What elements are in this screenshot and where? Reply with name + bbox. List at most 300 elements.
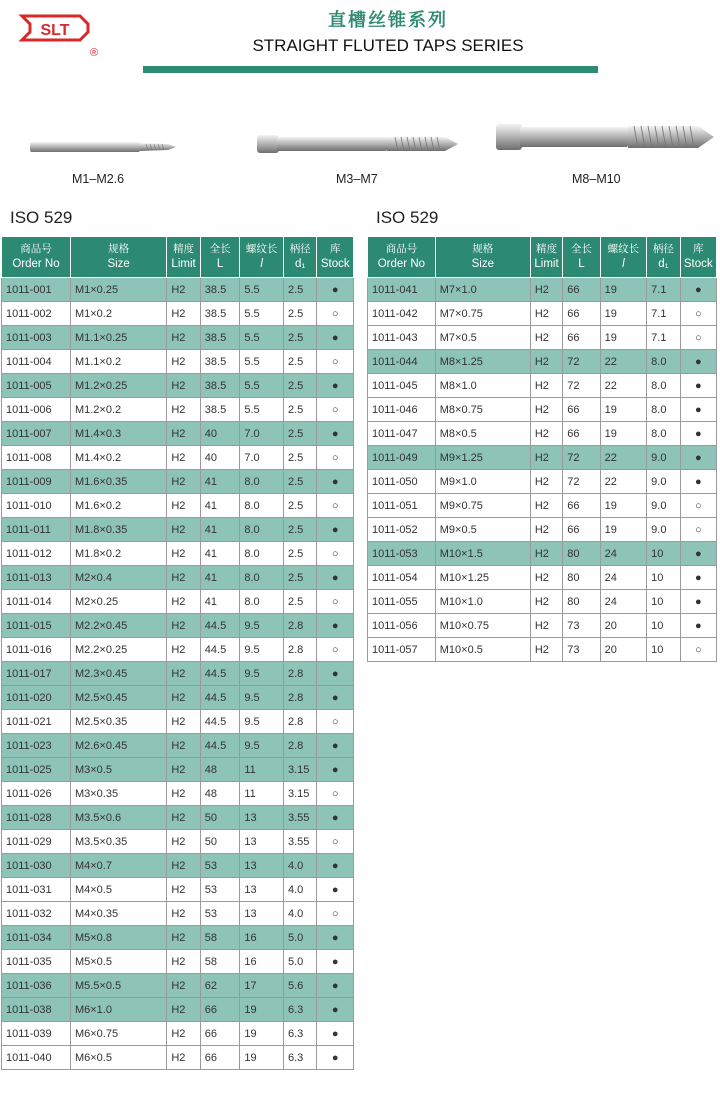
limit-cell: H2 bbox=[167, 470, 200, 494]
order-no-cell: 1011-057 bbox=[368, 638, 436, 662]
thread-length-cell: 7.0 bbox=[240, 446, 284, 470]
thread-length-cell: 13 bbox=[240, 902, 284, 926]
order-no-cell: 1011-017 bbox=[2, 662, 71, 686]
thread-length-cell: 19 bbox=[240, 1046, 284, 1070]
thread-length-cell: 19 bbox=[600, 494, 647, 518]
table-row bbox=[2, 422, 354, 446]
order-no-cell: 1011-010 bbox=[2, 494, 71, 518]
shank-diameter-cell: 2.5 bbox=[283, 446, 316, 470]
stock-cell: ○ bbox=[680, 494, 716, 518]
table-row bbox=[368, 494, 717, 518]
shank-diameter-cell: 3.55 bbox=[283, 806, 316, 830]
size-cell: M7×0.75 bbox=[435, 302, 530, 326]
limit-cell: H2 bbox=[167, 806, 200, 830]
shank-diameter-cell: 10 bbox=[647, 566, 680, 590]
title-english: STRAIGHT FLUTED TAPS SERIES bbox=[252, 36, 524, 55]
length-cell: 50 bbox=[200, 830, 240, 854]
thread-length-cell: 9.5 bbox=[240, 686, 284, 710]
shank-diameter-cell: 2.5 bbox=[283, 542, 316, 566]
logo-text: SLT bbox=[40, 22, 70, 39]
order-no-cell: 1011-036 bbox=[2, 974, 71, 998]
length-cell: 38.5 bbox=[200, 326, 240, 350]
limit-cell: H2 bbox=[167, 614, 200, 638]
size-cell: M3×0.35 bbox=[70, 782, 166, 806]
shank-diameter-cell: 2.8 bbox=[283, 638, 316, 662]
table-row bbox=[2, 806, 354, 830]
shank-diameter-cell: 2.5 bbox=[283, 278, 316, 302]
table-row bbox=[2, 542, 354, 566]
table-row bbox=[2, 566, 354, 590]
limit-cell: H2 bbox=[167, 974, 200, 998]
thread-length-cell: 19 bbox=[240, 1022, 284, 1046]
length-cell: 73 bbox=[563, 614, 600, 638]
stock-cell: ● bbox=[317, 278, 354, 302]
shank-diameter-cell: 8.0 bbox=[647, 398, 680, 422]
stock-cell: ● bbox=[680, 590, 716, 614]
order-no-cell: 1011-050 bbox=[368, 470, 436, 494]
order-no-cell: 1011-021 bbox=[2, 710, 71, 734]
shank-diameter-cell: 2.5 bbox=[283, 518, 316, 542]
table-row bbox=[368, 590, 717, 614]
stock-cell: ○ bbox=[317, 710, 354, 734]
limit-cell: H2 bbox=[167, 950, 200, 974]
stock-cell: ● bbox=[317, 1022, 354, 1046]
stock-cell: ○ bbox=[680, 326, 716, 350]
table-row bbox=[2, 398, 354, 422]
header-stock: 库 Stock bbox=[317, 237, 354, 278]
size-cell: M9×1.25 bbox=[435, 446, 530, 470]
limit-cell: H2 bbox=[167, 926, 200, 950]
size-cell: M3×0.5 bbox=[70, 758, 166, 782]
thread-length-cell: 5.5 bbox=[240, 374, 284, 398]
length-cell: 80 bbox=[563, 590, 600, 614]
table-row bbox=[2, 758, 354, 782]
order-no-cell: 1011-039 bbox=[2, 1022, 71, 1046]
table-row bbox=[2, 614, 354, 638]
order-no-cell: 1011-030 bbox=[2, 854, 71, 878]
header-length: 全长 L bbox=[200, 237, 240, 278]
size-cell: M8×1.25 bbox=[435, 350, 530, 374]
size-cell: M2.6×0.45 bbox=[70, 734, 166, 758]
thread-length-cell: 19 bbox=[600, 518, 647, 542]
stock-cell: ○ bbox=[317, 446, 354, 470]
thread-length-cell: 19 bbox=[240, 998, 284, 1022]
size-cell: M8×0.75 bbox=[435, 398, 530, 422]
shank-diameter-cell: 2.5 bbox=[283, 422, 316, 446]
shank-diameter-cell: 9.0 bbox=[647, 470, 680, 494]
size-cell: M1.1×0.2 bbox=[70, 350, 166, 374]
thread-length-cell: 24 bbox=[600, 590, 647, 614]
shank-diameter-cell: 2.5 bbox=[283, 302, 316, 326]
limit-cell: H2 bbox=[167, 494, 200, 518]
stock-cell: ○ bbox=[317, 494, 354, 518]
tap-image-medium bbox=[255, 128, 460, 160]
limit-cell: H2 bbox=[167, 854, 200, 878]
stock-cell: ○ bbox=[317, 782, 354, 806]
thread-length-cell: 13 bbox=[240, 854, 284, 878]
limit-cell: H2 bbox=[530, 494, 562, 518]
thread-length-cell: 9.5 bbox=[240, 710, 284, 734]
limit-cell: H2 bbox=[530, 518, 562, 542]
stock-cell: ● bbox=[680, 470, 716, 494]
thread-length-cell: 22 bbox=[600, 446, 647, 470]
length-cell: 44.5 bbox=[200, 614, 240, 638]
stock-cell: ● bbox=[317, 878, 354, 902]
table-row bbox=[2, 854, 354, 878]
order-no-cell: 1011-026 bbox=[2, 782, 71, 806]
limit-cell: H2 bbox=[530, 374, 562, 398]
thread-length-cell: 9.5 bbox=[240, 734, 284, 758]
stock-cell: ● bbox=[680, 542, 716, 566]
thread-length-cell: 24 bbox=[600, 542, 647, 566]
size-cell: M9×1.0 bbox=[435, 470, 530, 494]
length-cell: 66 bbox=[563, 326, 600, 350]
table-row bbox=[368, 638, 717, 662]
stock-cell: ● bbox=[680, 278, 716, 302]
size-cell: M8×0.5 bbox=[435, 422, 530, 446]
right-spec-table bbox=[367, 236, 717, 662]
thread-length-cell: 5.5 bbox=[240, 278, 284, 302]
limit-cell: H2 bbox=[167, 710, 200, 734]
length-cell: 44.5 bbox=[200, 638, 240, 662]
shank-diameter-cell: 7.1 bbox=[647, 302, 680, 326]
length-cell: 41 bbox=[200, 542, 240, 566]
size-cell: M1.6×0.2 bbox=[70, 494, 166, 518]
length-cell: 66 bbox=[200, 998, 240, 1022]
table-row bbox=[2, 902, 354, 926]
length-cell: 41 bbox=[200, 566, 240, 590]
table-row bbox=[2, 1022, 354, 1046]
order-no-cell: 1011-028 bbox=[2, 806, 71, 830]
shank-diameter-cell: 2.5 bbox=[283, 590, 316, 614]
thread-length-cell: 24 bbox=[600, 566, 647, 590]
limit-cell: H2 bbox=[167, 350, 200, 374]
size-cell: M5×0.5 bbox=[70, 950, 166, 974]
size-cell: M4×0.5 bbox=[70, 878, 166, 902]
limit-cell: H2 bbox=[167, 518, 200, 542]
length-cell: 38.5 bbox=[200, 374, 240, 398]
order-no-cell: 1011-014 bbox=[2, 590, 71, 614]
registered-mark: ® bbox=[90, 47, 99, 59]
shank-diameter-cell: 8.0 bbox=[647, 374, 680, 398]
size-cell: M1×0.25 bbox=[70, 278, 166, 302]
length-cell: 44.5 bbox=[200, 686, 240, 710]
stock-cell: ● bbox=[317, 998, 354, 1022]
limit-cell: H2 bbox=[530, 326, 562, 350]
shank-diameter-cell: 2.5 bbox=[283, 494, 316, 518]
thread-length-cell: 19 bbox=[600, 326, 647, 350]
table-row bbox=[368, 518, 717, 542]
length-cell: 53 bbox=[200, 854, 240, 878]
order-no-cell: 1011-006 bbox=[2, 398, 71, 422]
length-cell: 53 bbox=[200, 878, 240, 902]
header-size: 规格 Size bbox=[435, 237, 530, 278]
thread-length-cell: 8.0 bbox=[240, 518, 284, 542]
table-row bbox=[2, 662, 354, 686]
table-row bbox=[368, 542, 717, 566]
shank-diameter-cell: 9.0 bbox=[647, 446, 680, 470]
limit-cell: H2 bbox=[530, 614, 562, 638]
table-row bbox=[2, 710, 354, 734]
thread-length-cell: 11 bbox=[240, 782, 284, 806]
table-row bbox=[2, 278, 354, 302]
shank-diameter-cell: 10 bbox=[647, 590, 680, 614]
thread-length-cell: 16 bbox=[240, 926, 284, 950]
length-cell: 62 bbox=[200, 974, 240, 998]
size-cell: M1.4×0.3 bbox=[70, 422, 166, 446]
length-cell: 40 bbox=[200, 422, 240, 446]
table-row bbox=[2, 926, 354, 950]
order-no-cell: 1011-049 bbox=[368, 446, 436, 470]
size-cell: M7×1.0 bbox=[435, 278, 530, 302]
size-cell: M3.5×0.35 bbox=[70, 830, 166, 854]
shank-diameter-cell: 9.0 bbox=[647, 518, 680, 542]
stock-cell: ○ bbox=[317, 902, 354, 926]
size-cell: M2.5×0.45 bbox=[70, 686, 166, 710]
limit-cell: H2 bbox=[530, 638, 562, 662]
shank-diameter-cell: 2.5 bbox=[283, 398, 316, 422]
length-cell: 66 bbox=[563, 494, 600, 518]
thread-length-cell: 5.5 bbox=[240, 326, 284, 350]
shank-diameter-cell: 10 bbox=[647, 614, 680, 638]
shank-diameter-cell: 4.0 bbox=[283, 878, 316, 902]
stock-cell: ○ bbox=[317, 830, 354, 854]
table-row bbox=[2, 326, 354, 350]
stock-cell: ● bbox=[680, 614, 716, 638]
shank-diameter-cell: 6.3 bbox=[283, 1022, 316, 1046]
size-cell: M5×0.8 bbox=[70, 926, 166, 950]
table-row bbox=[2, 1046, 354, 1070]
stock-cell: ● bbox=[680, 374, 716, 398]
order-no-cell: 1011-056 bbox=[368, 614, 436, 638]
shank-diameter-cell: 8.0 bbox=[647, 422, 680, 446]
shank-diameter-cell: 4.0 bbox=[283, 854, 316, 878]
tap-label-large: M8–M10 bbox=[572, 172, 621, 186]
order-no-cell: 1011-041 bbox=[368, 278, 436, 302]
stock-cell: ● bbox=[317, 470, 354, 494]
stock-cell: ● bbox=[317, 422, 354, 446]
tap-label-medium: M3–M7 bbox=[336, 172, 378, 186]
order-no-cell: 1011-040 bbox=[2, 1046, 71, 1070]
thread-length-cell: 19 bbox=[600, 302, 647, 326]
limit-cell: H2 bbox=[167, 902, 200, 926]
order-no-cell: 1011-035 bbox=[2, 950, 71, 974]
length-cell: 38.5 bbox=[200, 278, 240, 302]
length-cell: 58 bbox=[200, 926, 240, 950]
size-cell: M9×0.5 bbox=[435, 518, 530, 542]
shank-diameter-cell: 2.5 bbox=[283, 326, 316, 350]
table-row bbox=[368, 422, 717, 446]
shank-diameter-cell: 2.8 bbox=[283, 710, 316, 734]
thread-length-cell: 16 bbox=[240, 950, 284, 974]
length-cell: 38.5 bbox=[200, 302, 240, 326]
table-row bbox=[368, 350, 717, 374]
table-row bbox=[368, 278, 717, 302]
limit-cell: H2 bbox=[167, 374, 200, 398]
limit-cell: H2 bbox=[167, 1022, 200, 1046]
stock-cell: ○ bbox=[317, 542, 354, 566]
size-cell: M10×1.25 bbox=[435, 566, 530, 590]
size-cell: M6×0.75 bbox=[70, 1022, 166, 1046]
limit-cell: H2 bbox=[530, 350, 562, 374]
stock-cell: ○ bbox=[680, 518, 716, 542]
order-no-cell: 1011-023 bbox=[2, 734, 71, 758]
shank-diameter-cell: 2.5 bbox=[283, 374, 316, 398]
table-row bbox=[368, 614, 717, 638]
size-cell: M1.1×0.25 bbox=[70, 326, 166, 350]
table-header-row bbox=[368, 237, 717, 278]
table-row bbox=[2, 446, 354, 470]
order-no-cell: 1011-052 bbox=[368, 518, 436, 542]
shank-diameter-cell: 2.5 bbox=[283, 470, 316, 494]
order-no-cell: 1011-051 bbox=[368, 494, 436, 518]
shank-diameter-cell: 2.8 bbox=[283, 686, 316, 710]
limit-cell: H2 bbox=[530, 422, 562, 446]
header-thread-length: 螺纹长 l bbox=[240, 237, 284, 278]
shank-diameter-cell: 2.5 bbox=[283, 350, 316, 374]
order-no-cell: 1011-055 bbox=[368, 590, 436, 614]
shank-diameter-cell: 2.8 bbox=[283, 614, 316, 638]
left-spec-table bbox=[1, 236, 354, 1070]
limit-cell: H2 bbox=[167, 422, 200, 446]
shank-diameter-cell: 7.1 bbox=[647, 326, 680, 350]
thread-length-cell: 5.5 bbox=[240, 350, 284, 374]
length-cell: 72 bbox=[563, 446, 600, 470]
limit-cell: H2 bbox=[167, 1046, 200, 1070]
thread-length-cell: 9.5 bbox=[240, 662, 284, 686]
stock-cell: ○ bbox=[680, 302, 716, 326]
thread-length-cell: 22 bbox=[600, 374, 647, 398]
table-header-row bbox=[2, 237, 354, 278]
shank-diameter-cell: 9.0 bbox=[647, 494, 680, 518]
size-cell: M1.6×0.35 bbox=[70, 470, 166, 494]
table-row bbox=[2, 734, 354, 758]
stock-cell: ● bbox=[317, 662, 354, 686]
order-no-cell: 1011-042 bbox=[368, 302, 436, 326]
order-no-cell: 1011-003 bbox=[2, 326, 71, 350]
table-row bbox=[2, 998, 354, 1022]
header-shank-diameter: 柄径 d₁ bbox=[647, 237, 680, 278]
size-cell: M2.2×0.45 bbox=[70, 614, 166, 638]
table-row bbox=[2, 878, 354, 902]
order-no-cell: 1011-011 bbox=[2, 518, 71, 542]
stock-cell: ● bbox=[317, 806, 354, 830]
order-no-cell: 1011-005 bbox=[2, 374, 71, 398]
order-no-cell: 1011-016 bbox=[2, 638, 71, 662]
size-cell: M1.2×0.2 bbox=[70, 398, 166, 422]
length-cell: 44.5 bbox=[200, 734, 240, 758]
size-cell: M3.5×0.6 bbox=[70, 806, 166, 830]
header-size: 规格 Size bbox=[70, 237, 166, 278]
length-cell: 73 bbox=[563, 638, 600, 662]
limit-cell: H2 bbox=[167, 326, 200, 350]
limit-cell: H2 bbox=[530, 590, 562, 614]
thread-length-cell: 17 bbox=[240, 974, 284, 998]
length-cell: 80 bbox=[563, 566, 600, 590]
stock-cell: ● bbox=[317, 734, 354, 758]
limit-cell: H2 bbox=[167, 734, 200, 758]
stock-cell: ○ bbox=[317, 350, 354, 374]
order-no-cell: 1011-007 bbox=[2, 422, 71, 446]
header-length: 全长 L bbox=[563, 237, 600, 278]
limit-cell: H2 bbox=[167, 998, 200, 1022]
limit-cell: H2 bbox=[167, 446, 200, 470]
size-cell: M1.2×0.25 bbox=[70, 374, 166, 398]
stock-cell: ○ bbox=[317, 302, 354, 326]
order-no-cell: 1011-044 bbox=[368, 350, 436, 374]
order-no-cell: 1011-054 bbox=[368, 566, 436, 590]
stock-cell: ● bbox=[317, 686, 354, 710]
table-row bbox=[2, 950, 354, 974]
table-row bbox=[368, 326, 717, 350]
limit-cell: H2 bbox=[167, 782, 200, 806]
shank-diameter-cell: 10 bbox=[647, 638, 680, 662]
stock-cell: ● bbox=[317, 1046, 354, 1070]
size-cell: M4×0.7 bbox=[70, 854, 166, 878]
thread-length-cell: 13 bbox=[240, 878, 284, 902]
stock-cell: ● bbox=[680, 398, 716, 422]
table-row bbox=[368, 446, 717, 470]
header-limit: 精度 Limit bbox=[167, 237, 200, 278]
length-cell: 41 bbox=[200, 518, 240, 542]
thread-length-cell: 19 bbox=[600, 422, 647, 446]
thread-length-cell: 11 bbox=[240, 758, 284, 782]
shank-diameter-cell: 7.1 bbox=[647, 278, 680, 302]
tap-image-small bbox=[28, 136, 178, 158]
thread-length-cell: 8.0 bbox=[240, 566, 284, 590]
header-stock: 库 Stock bbox=[680, 237, 716, 278]
limit-cell: H2 bbox=[530, 278, 562, 302]
limit-cell: H2 bbox=[167, 542, 200, 566]
length-cell: 38.5 bbox=[200, 398, 240, 422]
size-cell: M5.5×0.5 bbox=[70, 974, 166, 998]
stock-cell: ● bbox=[680, 446, 716, 470]
size-cell: M7×0.5 bbox=[435, 326, 530, 350]
order-no-cell: 1011-032 bbox=[2, 902, 71, 926]
shank-diameter-cell: 3.15 bbox=[283, 758, 316, 782]
order-no-cell: 1011-053 bbox=[368, 542, 436, 566]
length-cell: 72 bbox=[563, 350, 600, 374]
order-no-cell: 1011-001 bbox=[2, 278, 71, 302]
limit-cell: H2 bbox=[530, 566, 562, 590]
stock-cell: ○ bbox=[317, 590, 354, 614]
length-cell: 38.5 bbox=[200, 350, 240, 374]
table-row bbox=[2, 302, 354, 326]
thread-length-cell: 20 bbox=[600, 638, 647, 662]
limit-cell: H2 bbox=[167, 398, 200, 422]
size-cell: M8×1.0 bbox=[435, 374, 530, 398]
size-cell: M10×0.75 bbox=[435, 614, 530, 638]
thread-length-cell: 20 bbox=[600, 614, 647, 638]
length-cell: 80 bbox=[563, 542, 600, 566]
length-cell: 66 bbox=[200, 1022, 240, 1046]
size-cell: M2×0.4 bbox=[70, 566, 166, 590]
thread-length-cell: 13 bbox=[240, 806, 284, 830]
title-chinese: 直槽丝锥系列 bbox=[328, 10, 448, 31]
length-cell: 66 bbox=[200, 1046, 240, 1070]
stock-cell: ○ bbox=[317, 638, 354, 662]
table-row bbox=[2, 494, 354, 518]
table-row bbox=[368, 374, 717, 398]
shank-diameter-cell: 6.3 bbox=[283, 1046, 316, 1070]
size-cell: M6×0.5 bbox=[70, 1046, 166, 1070]
length-cell: 41 bbox=[200, 470, 240, 494]
size-cell: M9×0.75 bbox=[435, 494, 530, 518]
limit-cell: H2 bbox=[167, 566, 200, 590]
thread-length-cell: 8.0 bbox=[240, 590, 284, 614]
header-shank-diameter: 柄径 d₁ bbox=[283, 237, 316, 278]
size-cell: M2×0.25 bbox=[70, 590, 166, 614]
